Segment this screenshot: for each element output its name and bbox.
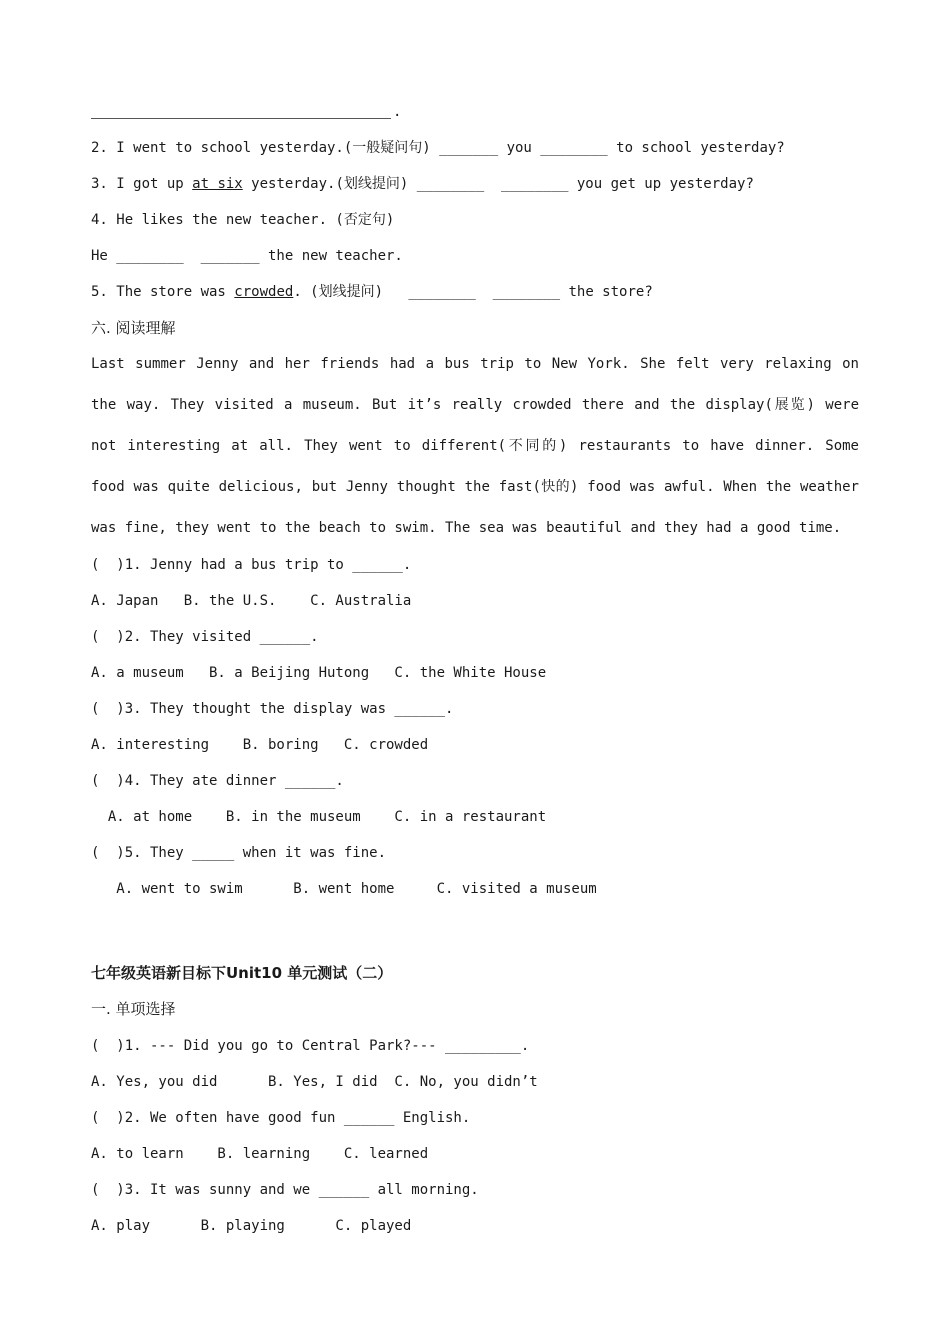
unit-test-title: 七年级英语新目标下Unit10 单元测试（二） — [91, 964, 393, 982]
answer-blank-period: . — [393, 104, 402, 120]
underlined-phrase: at six — [192, 176, 243, 192]
passage-line-5: was fine, they went to the beach to swim. The sea was beautiful and they had a good time. — [91, 520, 842, 536]
reading-question-4-options: A. at home B. in the museum C. in a restaurant — [91, 809, 547, 825]
choice-question-2-options: A. to learn B. learning C. learned — [91, 1146, 429, 1162]
question-5-2 — [91, 139, 785, 157]
question-5-5 — [91, 283, 653, 301]
choice-question-3-options: A. play B. playing C. played — [91, 1218, 412, 1234]
question-text-pre: 5. The store was — [91, 284, 235, 300]
choice-question-3: ( )3. It was sunny and we ______ all morning. — [91, 1182, 479, 1198]
question-5-4-answer: He ________ _______ the new teacher. — [91, 248, 403, 264]
question-text-pre: 3. I got up — [91, 176, 193, 192]
question-5-3 — [91, 175, 754, 193]
underlined-phrase: crowded — [234, 284, 294, 300]
passage-line-2: the way. They visited a museum. But it’s really crowded there and the display(展览) were — [91, 397, 859, 413]
choice-question-2: ( )2. We often have good fun ______ English. — [91, 1110, 471, 1126]
reading-heading: 六. 阅读理解 — [91, 319, 176, 337]
reading-question-5: ( )5. They _____ when it was fine. — [91, 845, 387, 861]
passage-line-1: Last summer Jenny and her friends had a bus trip to New York. She felt very relaxing on — [91, 356, 859, 372]
choice-question-1-options: A. Yes, you did B. Yes, I did C. No, you didn’t — [91, 1074, 538, 1090]
question-5-4: 4. He likes the new teacher. (否定句) — [91, 212, 395, 228]
question-text: 2. I went to school yesterday.(一般疑问句) _______ you ________ to school yesterday? — [91, 140, 785, 156]
passage-line-4: food was quite delicious, but Jenny thought the fast(快的) food was awful. When the weather — [91, 479, 859, 495]
passage-line-3: not interesting at all. They went to different(不同的) restaurants to have dinner. Some — [91, 438, 859, 454]
reading-question-3: ( )3. They thought the display was ______. — [91, 701, 454, 717]
question-text-post: . (划线提问) ________ ________ the store? — [293, 284, 653, 300]
single-choice-heading: 一. 单项选择 — [91, 1000, 176, 1018]
reading-question-2-options: A. a museum B. a Beijing Hutong C. the White House — [91, 665, 547, 681]
choice-question-1: ( )1. --- Did you go to Central Park?--- _________. — [91, 1038, 530, 1054]
reading-question-1: ( )1. Jenny had a bus trip to ______. — [91, 557, 412, 573]
answer-blank-line — [91, 118, 391, 119]
reading-question-5-options: A. went to swim B. went home C. visited a museum — [91, 881, 597, 897]
reading-question-4: ( )4. They ate dinner ______. — [91, 773, 344, 789]
reading-question-2: ( )2. They visited ______. — [91, 629, 319, 645]
reading-question-3-options: A. interesting B. boring C. crowded — [91, 737, 429, 753]
reading-question-1-options: A. Japan B. the U.S. C. Australia — [91, 593, 412, 609]
question-text-post: yesterday.(划线提问) ________ ________ you get up yesterday? — [242, 176, 754, 192]
